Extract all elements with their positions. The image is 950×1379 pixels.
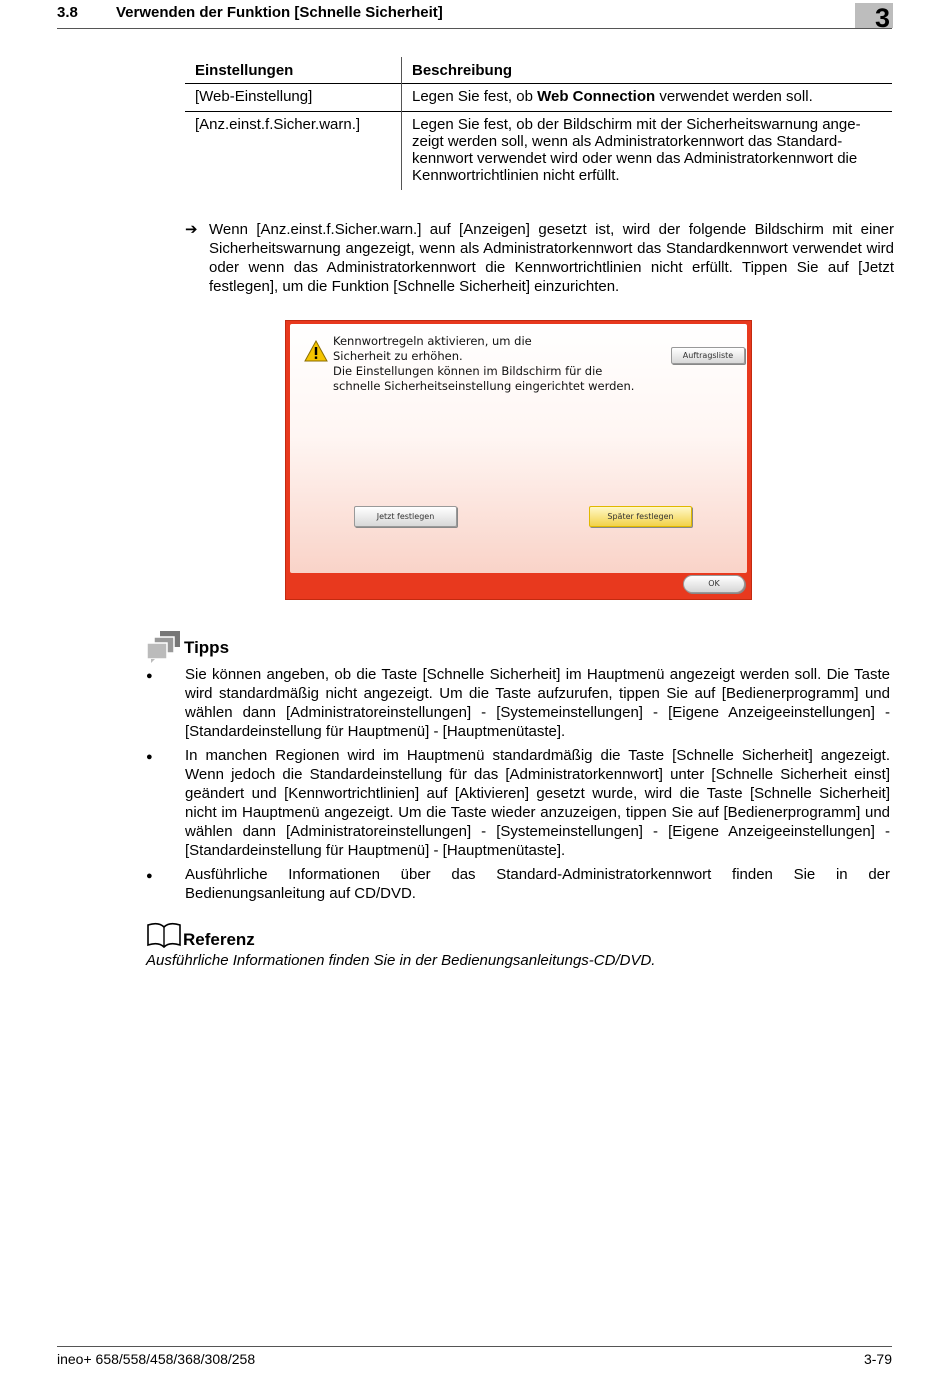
set-later-button[interactable]: Später festlegen: [589, 506, 692, 527]
description-text: Legen Sie fest, ob: [412, 88, 538, 105]
description-text: verwendet werden soll.: [655, 88, 813, 105]
bullet-icon: ●: [146, 751, 153, 763]
header-rule: [57, 28, 892, 29]
screen-message: Kennwortregeln aktivieren, um die Sicherheit zu erhöhen. Die Einstellungen können im Bildschirm für die schnelle Sicherheitseinstellung eingerichtet werden.: [333, 334, 635, 393]
tips-icon: [146, 630, 182, 664]
tips-heading: Tipps: [184, 638, 230, 657]
reference-text: Ausführliche Informationen finden Sie in der Bedienungsanleitungs-CD/DVD.: [146, 952, 656, 969]
reference-heading: Referenz: [183, 930, 255, 949]
bullet-icon: ●: [146, 670, 153, 682]
section-title: Verwenden der Funktion [Schnelle Sicherheit]: [116, 4, 443, 21]
tip-item: In manchen Regionen wird im Hauptmenü standardmäßig die Taste [Schnelle Sicherheit] angezeigt. Wenn jedoch die Standardeinstellung für das [Administratorkennwort] unter [Schnelle Sicherheit einst] geändert und [Kennwortrichtlinien] auf [Aktivieren] gesetzt wurde, wird die Taste [Schnelle Sicherheit] nicht im Hauptmenü angezeigt. Um die Taste wieder anzuzeigen, tippen Sie auf [Bedienerprogramm] und wählen dann [Administratoreinstellungen] - [Systemeinstellungen] - [Eigene Anzeigeeinstellungen] - [Standardeinstellung für Hauptmenü] - [Hauptmenütaste].: [185, 747, 890, 859]
bullet-icon: ●: [146, 870, 153, 882]
tip-item: Sie können angeben, ob die Taste [Schnelle Sicherheit] im Hauptmenü angezeigt werden soll. Die Taste wird standardmäßig nicht angezeigt. Um die Taste aufzurufen, tippen Sie auf [Bedienerprogramm] und wählen dann [Administratoreinstellungen] - [Systemeinstellungen] - [Eigene Anzeigeeinstellungen] - [Standardeinstellung für Hauptmenü] - [Hauptmenütaste].: [185, 666, 890, 740]
instruction-paragraph: Wenn [Anz.einst.f.Sicher.warn.] auf [Anzeigen] gesetzt ist, wird der folgende Bildschirm mit einer Sicherheitswarnung angezeigt, wenn als Administratorkennwort das Standardkennwort verwendet wird oder wenn das Administratorkennwort die Kennwortrichtlinien nicht erfüllt. Tippen Sie auf [Jetzt festlegen], um die Funktion [Schnelle Sicherheit] einzurichten.: [209, 221, 894, 295]
column-header-settings: Einstellungen: [185, 57, 402, 84]
description-bold-term: Web Connection: [537, 88, 656, 105]
settings-table: [185, 57, 892, 190]
arrow-icon: ➔: [185, 221, 198, 238]
device-screenshot: [285, 320, 752, 600]
description-cell: [402, 84, 893, 112]
set-now-button[interactable]: Jetzt festlegen: [354, 506, 457, 527]
table-header-row: [185, 57, 892, 84]
ok-button[interactable]: OK: [683, 575, 745, 593]
description-cell: Legen Sie fest, ob der Bildschirm mit der Sicherheitswarnung ange-zeigt werden soll, wenn als Administratorkennwort das Standard-kennwort verwendet wird oder wenn das Administratorkennwort die Kennwortrichtlinien nicht erfüllt.: [412, 116, 861, 184]
tip-item: Ausführliche Informationen über das Standard-Administratorkennwort finden Sie in der Bedienungsanleitung auf CD/DVD.: [185, 866, 890, 902]
screen-panel: [290, 324, 747, 573]
chapter-tab: 3: [855, 3, 893, 28]
section-number: 3.8: [57, 4, 78, 21]
page-number: 3-79: [863, 1351, 892, 1367]
table-row: [185, 112, 892, 191]
footer-model: ineo+ 658/558/458/368/308/258: [57, 1351, 256, 1367]
job-list-button[interactable]: Auftragsliste: [671, 347, 745, 364]
setting-cell: [Anz.einst.f.Sicher.warn.]: [185, 112, 402, 191]
table-row: [185, 84, 892, 112]
book-icon: [146, 922, 182, 948]
warning-icon: [304, 340, 328, 362]
setting-cell: [Web-Einstellung]: [185, 84, 402, 112]
footer-rule: [57, 1346, 892, 1347]
column-header-description: Beschreibung: [412, 62, 513, 79]
